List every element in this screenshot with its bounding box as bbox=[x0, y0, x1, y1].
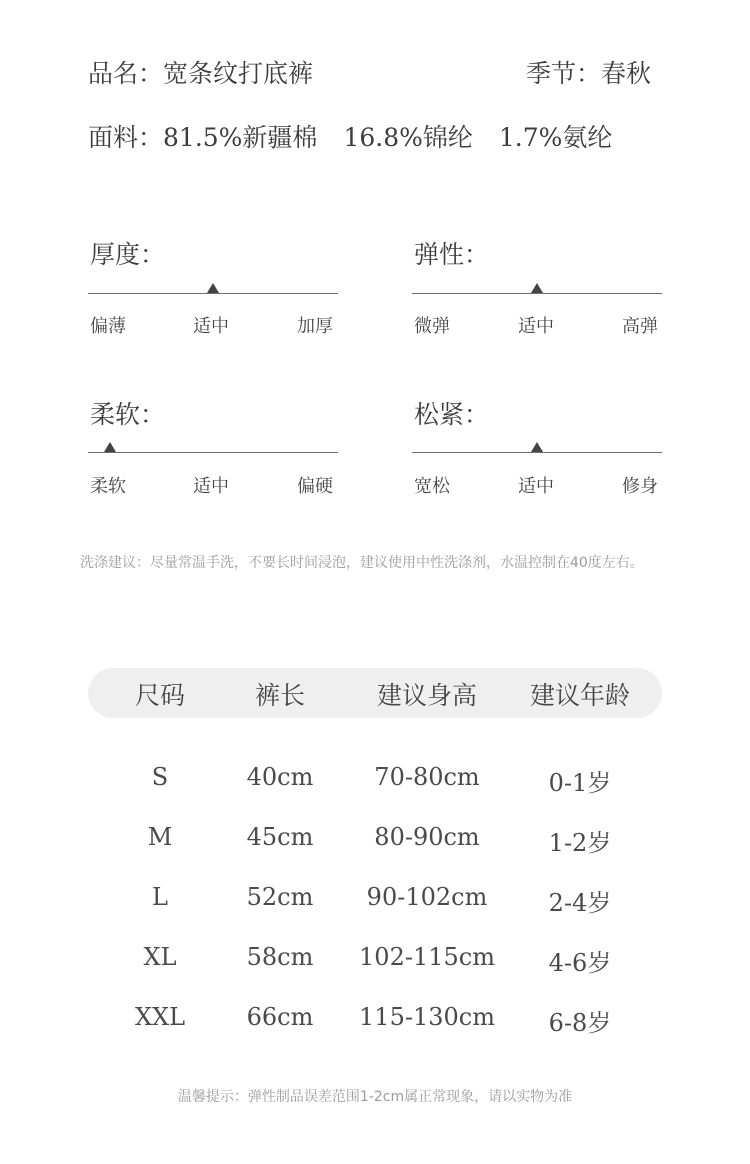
table-cell: 2-4岁 bbox=[548, 889, 612, 917]
table-cell: 4-6岁 bbox=[548, 949, 612, 977]
table-cell: 80-90cm bbox=[374, 823, 480, 851]
fit-title: 松紧： bbox=[414, 400, 490, 429]
care-instructions: 洗涤建议：尽量常温手洗，不要长时间浸泡，建议使用中性洗涤剂，水温控制在40度左右。 bbox=[80, 555, 644, 571]
softness-scale-line bbox=[88, 452, 338, 453]
table-cell: 52cm bbox=[246, 883, 314, 911]
product-name: 品名：宽条纹打底裤 bbox=[88, 59, 314, 88]
fabric-part-cotton: 81.5%新疆棉 bbox=[163, 123, 318, 152]
fit-label-mid: 适中 bbox=[518, 476, 554, 497]
product-season: 季节：春秋 bbox=[526, 59, 652, 88]
elasticity-title: 弹性： bbox=[414, 240, 490, 269]
table-cell: 6-8岁 bbox=[548, 1009, 612, 1037]
table-cell: 58cm bbox=[246, 943, 314, 971]
table-cell: 0-1岁 bbox=[548, 769, 612, 797]
fabric-row bbox=[88, 118, 612, 154]
header-length: 裤长 bbox=[254, 681, 305, 710]
thickness-title: 厚度： bbox=[90, 240, 166, 269]
elasticity-label-mid: 适中 bbox=[518, 316, 554, 337]
table-cell: 102-115cm bbox=[359, 943, 495, 971]
elasticity-label-high: 高弹 bbox=[622, 316, 658, 337]
thickness-marker bbox=[207, 283, 219, 293]
header-height: 建议身高 bbox=[376, 681, 477, 710]
table-cell: 40cm bbox=[246, 763, 314, 791]
fabric-part-nylon: 16.8%锦纶 bbox=[343, 123, 473, 152]
softness-label-low: 柔软 bbox=[90, 476, 126, 497]
elasticity-marker bbox=[531, 283, 543, 293]
fit-scale-line bbox=[412, 452, 662, 453]
table-cell: 90-102cm bbox=[366, 883, 488, 911]
table-cell: L bbox=[152, 883, 168, 911]
elasticity-label-low: 微弹 bbox=[414, 316, 450, 337]
table-cell: 115-130cm bbox=[359, 1003, 495, 1031]
thickness-scale-line bbox=[88, 293, 338, 294]
thickness-label-low: 偏薄 bbox=[90, 316, 126, 337]
softness-label-mid: 适中 bbox=[193, 476, 229, 497]
thickness-label-high: 加厚 bbox=[297, 316, 333, 337]
table-cell: XL bbox=[143, 943, 177, 971]
softness-label-high: 偏硬 bbox=[297, 476, 333, 497]
table-cell: S bbox=[151, 763, 169, 791]
table-cell: 1-2岁 bbox=[548, 829, 612, 857]
table-cell: 45cm bbox=[246, 823, 314, 851]
table-cell: XXL bbox=[134, 1003, 186, 1031]
softness-marker bbox=[104, 442, 116, 452]
header-size: 尺码 bbox=[134, 681, 185, 710]
fit-label-high: 修身 bbox=[622, 476, 658, 497]
elasticity-scale-line bbox=[412, 293, 662, 294]
fit-label-low: 宽松 bbox=[414, 476, 450, 497]
fit-marker bbox=[531, 442, 543, 452]
tip-note: 温馨提示：弹性制品误差范围1-2cm属正常现象，请以实物为准 bbox=[177, 1089, 573, 1105]
softness-title: 柔软： bbox=[90, 400, 166, 429]
table-cell: 66cm bbox=[246, 1003, 314, 1031]
header-age: 建议年龄 bbox=[529, 681, 630, 710]
fabric-part-spandex: 1.7%氨纶 bbox=[498, 123, 613, 152]
table-cell: M bbox=[147, 823, 173, 851]
table-cell: 70-80cm bbox=[374, 763, 480, 791]
fabric-label: 面料： bbox=[88, 123, 164, 152]
thickness-label-mid: 适中 bbox=[193, 316, 229, 337]
